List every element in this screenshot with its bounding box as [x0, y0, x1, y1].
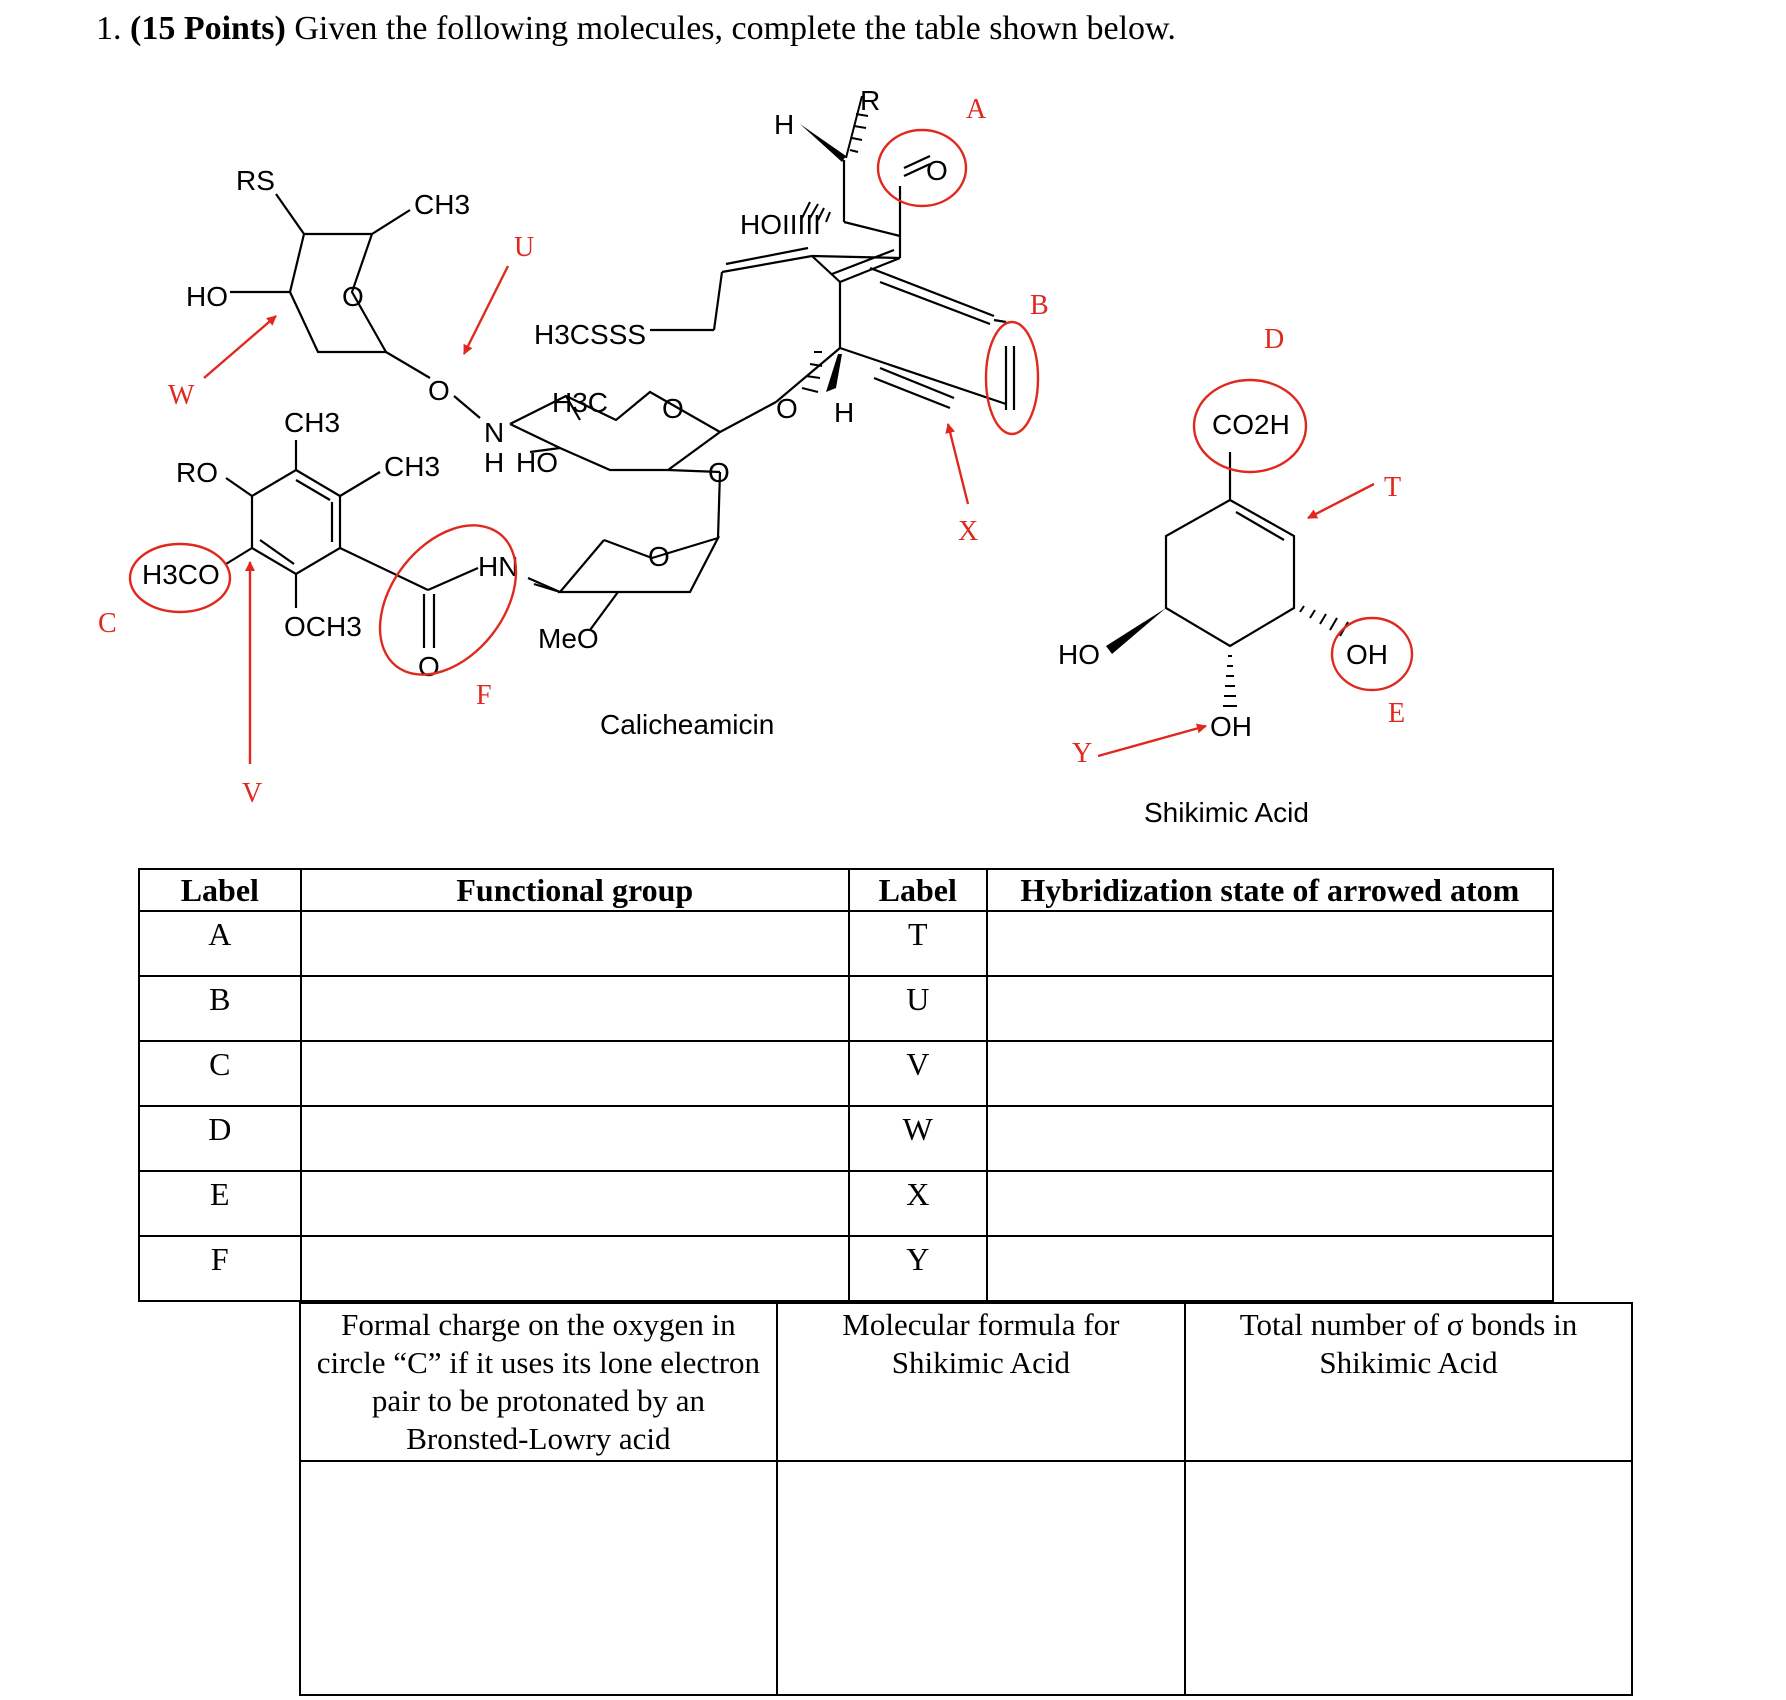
atom-label-oh-right: OH	[1346, 639, 1388, 670]
hyb-label-cell: T	[849, 911, 987, 976]
marker-label-v: V	[242, 778, 263, 809]
table-row	[139, 1236, 1553, 1301]
header-functional-group: Functional group	[301, 869, 849, 911]
atom-label-h-top: H	[774, 109, 795, 140]
marker-label-b: B	[1030, 290, 1049, 321]
table-row	[139, 911, 1553, 976]
hyb-label-cell: Y	[849, 1236, 987, 1301]
arrow-t	[1308, 484, 1374, 518]
atom-label-carbonyl-o: O	[926, 155, 948, 186]
header-sigma-bonds: Total number of σ bonds in Shikimic Acid	[1185, 1303, 1632, 1461]
molecule-name-shikimic-acid: Shikimic Acid	[1144, 797, 1309, 828]
atom-label-ho-sugar: HO	[516, 447, 558, 478]
fg-label-cell: C	[139, 1041, 301, 1106]
molecule-name-calicheamicin: Calicheamicin	[600, 709, 775, 740]
atom-label-ch3-top: CH3	[414, 189, 471, 220]
hyb-answer-cell[interactable]	[987, 976, 1553, 1041]
hyb-answer-cell[interactable]	[987, 1236, 1553, 1301]
marker-label-e: E	[1388, 698, 1406, 729]
atom-label-r: R	[860, 85, 881, 116]
shikimic-bonds	[1166, 452, 1294, 646]
atom-label-hn: HN	[478, 551, 519, 582]
calicheamicin-annotations	[130, 130, 1038, 764]
fg-answer-cell[interactable]	[301, 976, 849, 1041]
calicheamicin-labels	[98, 85, 1049, 809]
atom-label-nh-h: H	[484, 447, 505, 478]
atom-label-rs: RS	[236, 165, 275, 196]
formal-charge-answer-cell[interactable]	[300, 1461, 777, 1695]
atom-label-glyco-o: O	[428, 375, 450, 406]
fg-label-cell: A	[139, 911, 301, 976]
atom-label-oh-bottom: OH	[1210, 711, 1252, 742]
question-number: 1.	[96, 10, 122, 47]
hyb-label-cell: V	[849, 1041, 987, 1106]
header-label-2: Label	[849, 869, 987, 911]
marker-label-y: Y	[1072, 738, 1093, 769]
table-row	[139, 1106, 1553, 1171]
atom-label-hoiiii: HOIIIII	[740, 209, 821, 240]
atom-label-h3c: H3C	[552, 387, 609, 418]
marker-label-u: U	[514, 232, 535, 263]
marker-label-w: W	[168, 380, 195, 411]
fg-answer-cell[interactable]	[301, 1236, 849, 1301]
bottom-answer-row	[300, 1461, 1632, 1695]
marker-label-x: X	[958, 516, 979, 547]
fg-answer-cell[interactable]	[301, 1041, 849, 1106]
question-points: (15 Points)	[130, 10, 286, 47]
bottom-header-row	[300, 1303, 1632, 1461]
hyb-answer-cell[interactable]	[987, 1171, 1553, 1236]
fg-answer-cell[interactable]	[301, 911, 849, 976]
fg-label-cell: B	[139, 976, 301, 1041]
hyb-answer-cell[interactable]	[987, 1106, 1553, 1171]
atom-label-h3csss: H3CSSS	[534, 319, 647, 350]
marker-label-a: A	[966, 94, 987, 125]
atom-label-h-bottom: H	[834, 397, 855, 428]
fg-label-cell: D	[139, 1106, 301, 1171]
atom-label-n: N	[484, 417, 505, 448]
marker-label-t: T	[1384, 472, 1402, 503]
hyb-label-cell: W	[849, 1106, 987, 1171]
atom-label-och3: OCH3	[284, 611, 362, 642]
atom-label-ho-shikimic: HO	[1058, 639, 1100, 670]
header-molecular-formula: Molecular formula for Shikimic Acid	[777, 1303, 1185, 1461]
atom-label-bridge-o: O	[708, 457, 730, 488]
shikimic-wedges	[1106, 606, 1348, 706]
fg-label-cell: F	[139, 1236, 301, 1301]
table-row	[139, 976, 1553, 1041]
atom-label-ring-o: O	[342, 281, 364, 312]
hyb-answer-cell[interactable]	[987, 1041, 1553, 1106]
table-header-row	[139, 869, 1553, 911]
molecular-formula-answer-cell[interactable]	[777, 1461, 1185, 1695]
header-label: Label	[139, 869, 301, 911]
table-row	[139, 1041, 1553, 1106]
atom-label-ch3-mid: CH3	[384, 451, 441, 482]
circle-f	[352, 499, 544, 700]
atom-label-h3co: H3CO	[142, 559, 220, 590]
header-formal-charge: Formal charge on the oxygen in circle “C” if it uses its lone electron pair to be protonated by an Bronsted-Lowry acid	[300, 1303, 777, 1461]
arrow-y	[1098, 726, 1206, 756]
question-prompt: Given the following molecules, complete the table shown below.	[294, 10, 1176, 47]
header-hybridization: Hybridization state of arrowed atom	[987, 869, 1553, 911]
sigma-bonds-answer-cell[interactable]	[1185, 1461, 1632, 1695]
fg-answer-cell[interactable]	[301, 1106, 849, 1171]
hyb-label-cell: U	[849, 976, 987, 1041]
hyb-label-cell: X	[849, 1171, 987, 1236]
arrow-w	[204, 316, 276, 378]
fg-answer-cell[interactable]	[301, 1171, 849, 1236]
atom-label-sugar-ring-o: O	[662, 393, 684, 424]
atom-label-amide-o: O	[418, 651, 440, 682]
atom-label-meo: MeO	[538, 623, 599, 654]
calicheamicin-wedges	[800, 96, 868, 392]
circle-b	[986, 322, 1038, 434]
bottom-answer-table	[299, 1302, 1633, 1696]
marker-label-d: D	[1264, 324, 1285, 355]
table-row	[139, 1171, 1553, 1236]
atom-label-ro: RO	[176, 457, 218, 488]
atom-label-co2h: CO2H	[1212, 409, 1290, 440]
arrow-u	[464, 266, 508, 354]
atom-label-linker-o: O	[776, 393, 798, 424]
marker-label-f: F	[476, 680, 492, 711]
atom-label-ch3-aryl: CH3	[284, 407, 341, 438]
arrow-x	[948, 424, 968, 504]
hyb-answer-cell[interactable]	[987, 911, 1553, 976]
atom-label-ho-left: HO	[186, 281, 228, 312]
answer-table	[138, 868, 1554, 1302]
calicheamicin-bonds	[226, 156, 1014, 648]
atom-label-lower-ring-o: O	[648, 541, 670, 572]
marker-label-c: C	[98, 608, 117, 639]
fg-label-cell: E	[139, 1171, 301, 1236]
